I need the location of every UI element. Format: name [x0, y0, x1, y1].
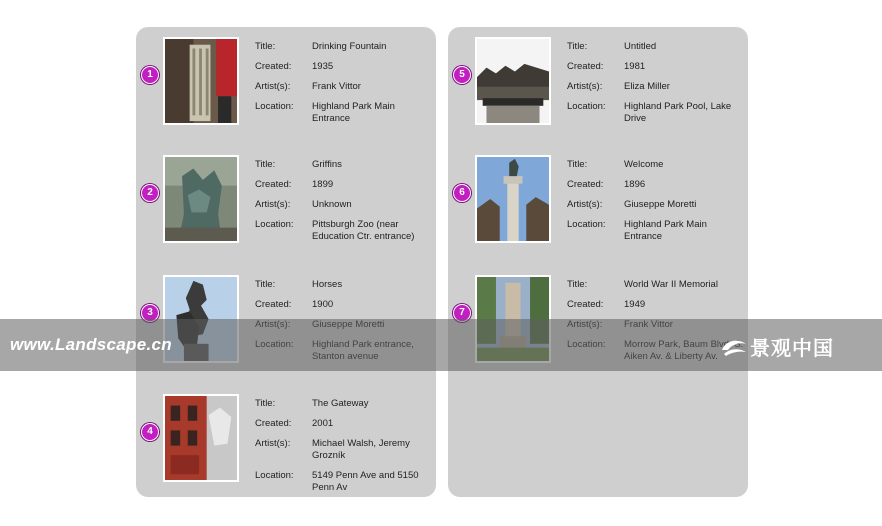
number-badge: 5	[453, 66, 471, 84]
watermark-brand	[720, 332, 834, 361]
number-badge: 7	[453, 304, 471, 322]
artwork-details	[255, 159, 435, 251]
untitled-photo[interactable]	[475, 37, 551, 125]
artists-label: Artist(s):	[255, 81, 291, 92]
title-value: Griffins	[312, 159, 342, 170]
artwork-details	[255, 41, 435, 133]
number-badge: 2	[141, 184, 159, 202]
created-value: 1981	[624, 61, 646, 72]
created-label: Created:	[255, 299, 292, 310]
location-label: Location:	[567, 219, 606, 230]
title-label: Title:	[255, 398, 276, 409]
number-badge: 4	[141, 423, 159, 441]
location-label: Location:	[255, 101, 294, 112]
created-value: 2001	[312, 418, 334, 429]
artwork-card[interactable]	[448, 27, 748, 127]
artwork-card[interactable]	[448, 145, 748, 245]
location-value: Highland Park Main Entrance	[624, 219, 707, 242]
watermark-brand-text: 景观中国	[750, 338, 834, 360]
watermark-url: www.Landscape.cn	[10, 335, 172, 354]
artists-label: Artist(s):	[567, 81, 603, 92]
artists-label: Artist(s):	[255, 438, 291, 449]
artists-value: Michael Walsh, Jeremy Grozník	[312, 438, 410, 461]
created-label: Created:	[255, 418, 292, 429]
created-value: 1949	[624, 299, 646, 310]
created-value: 1896	[624, 179, 646, 190]
artwork-card[interactable]	[136, 27, 436, 127]
title-value: Drinking Fountain	[312, 41, 387, 52]
location-label: Location:	[567, 101, 606, 112]
artists-value: Frank Vittor	[312, 81, 361, 92]
location-value: Highland Park Main Entrance	[312, 101, 395, 124]
title-label: Title:	[567, 41, 588, 52]
artists-value: Unknown	[312, 199, 352, 210]
artwork-details	[567, 159, 747, 251]
number-badge: 3	[141, 304, 159, 322]
location-label: Location:	[255, 470, 294, 481]
created-label: Created:	[255, 179, 292, 190]
title-label: Title:	[255, 41, 276, 52]
brand-logo-icon	[720, 336, 748, 358]
gateway-photo[interactable]	[163, 394, 239, 482]
created-label: Created:	[567, 299, 604, 310]
artwork-panel-right	[448, 27, 748, 497]
artists-value: Eliza Miller	[624, 81, 670, 92]
artwork-details	[567, 41, 747, 133]
location-value: Pittsburgh Zoo (near Education Ctr. entrance)	[312, 219, 415, 242]
title-value: World War II Memorial	[624, 279, 718, 290]
created-value: 1935	[312, 61, 334, 72]
created-label: Created:	[255, 61, 292, 72]
welcome-photo[interactable]	[475, 155, 551, 243]
created-value: 1900	[312, 299, 334, 310]
artwork-panel-left	[136, 27, 436, 497]
number-badge: 6	[453, 184, 471, 202]
artists-label: Artist(s):	[567, 199, 603, 210]
created-label: Created:	[567, 61, 604, 72]
title-label: Title:	[567, 279, 588, 290]
created-label: Created:	[567, 179, 604, 190]
title-label: Title:	[255, 279, 276, 290]
artists-value: Giuseppe Moretti	[624, 199, 697, 210]
created-value: 1899	[312, 179, 334, 190]
artwork-card[interactable]	[136, 384, 436, 493]
location-value: 5149 Penn Ave and 5150 Penn Av	[312, 470, 419, 493]
artwork-card[interactable]	[136, 145, 436, 245]
location-value: Highland Park Pool, Lake Drive	[624, 101, 732, 124]
title-label: Title:	[255, 159, 276, 170]
artwork-details	[255, 398, 435, 502]
number-badge: 1	[141, 66, 159, 84]
drinking-fountain-photo[interactable]	[163, 37, 239, 125]
title-value: Untitled	[624, 41, 657, 52]
location-label: Location:	[255, 219, 294, 230]
title-value: Horses	[312, 279, 343, 290]
title-label: Title:	[567, 159, 588, 170]
title-value: The Gateway	[312, 398, 369, 409]
title-value: Welcome	[624, 159, 664, 170]
artists-label: Artist(s):	[255, 199, 291, 210]
griffins-photo[interactable]	[163, 155, 239, 243]
